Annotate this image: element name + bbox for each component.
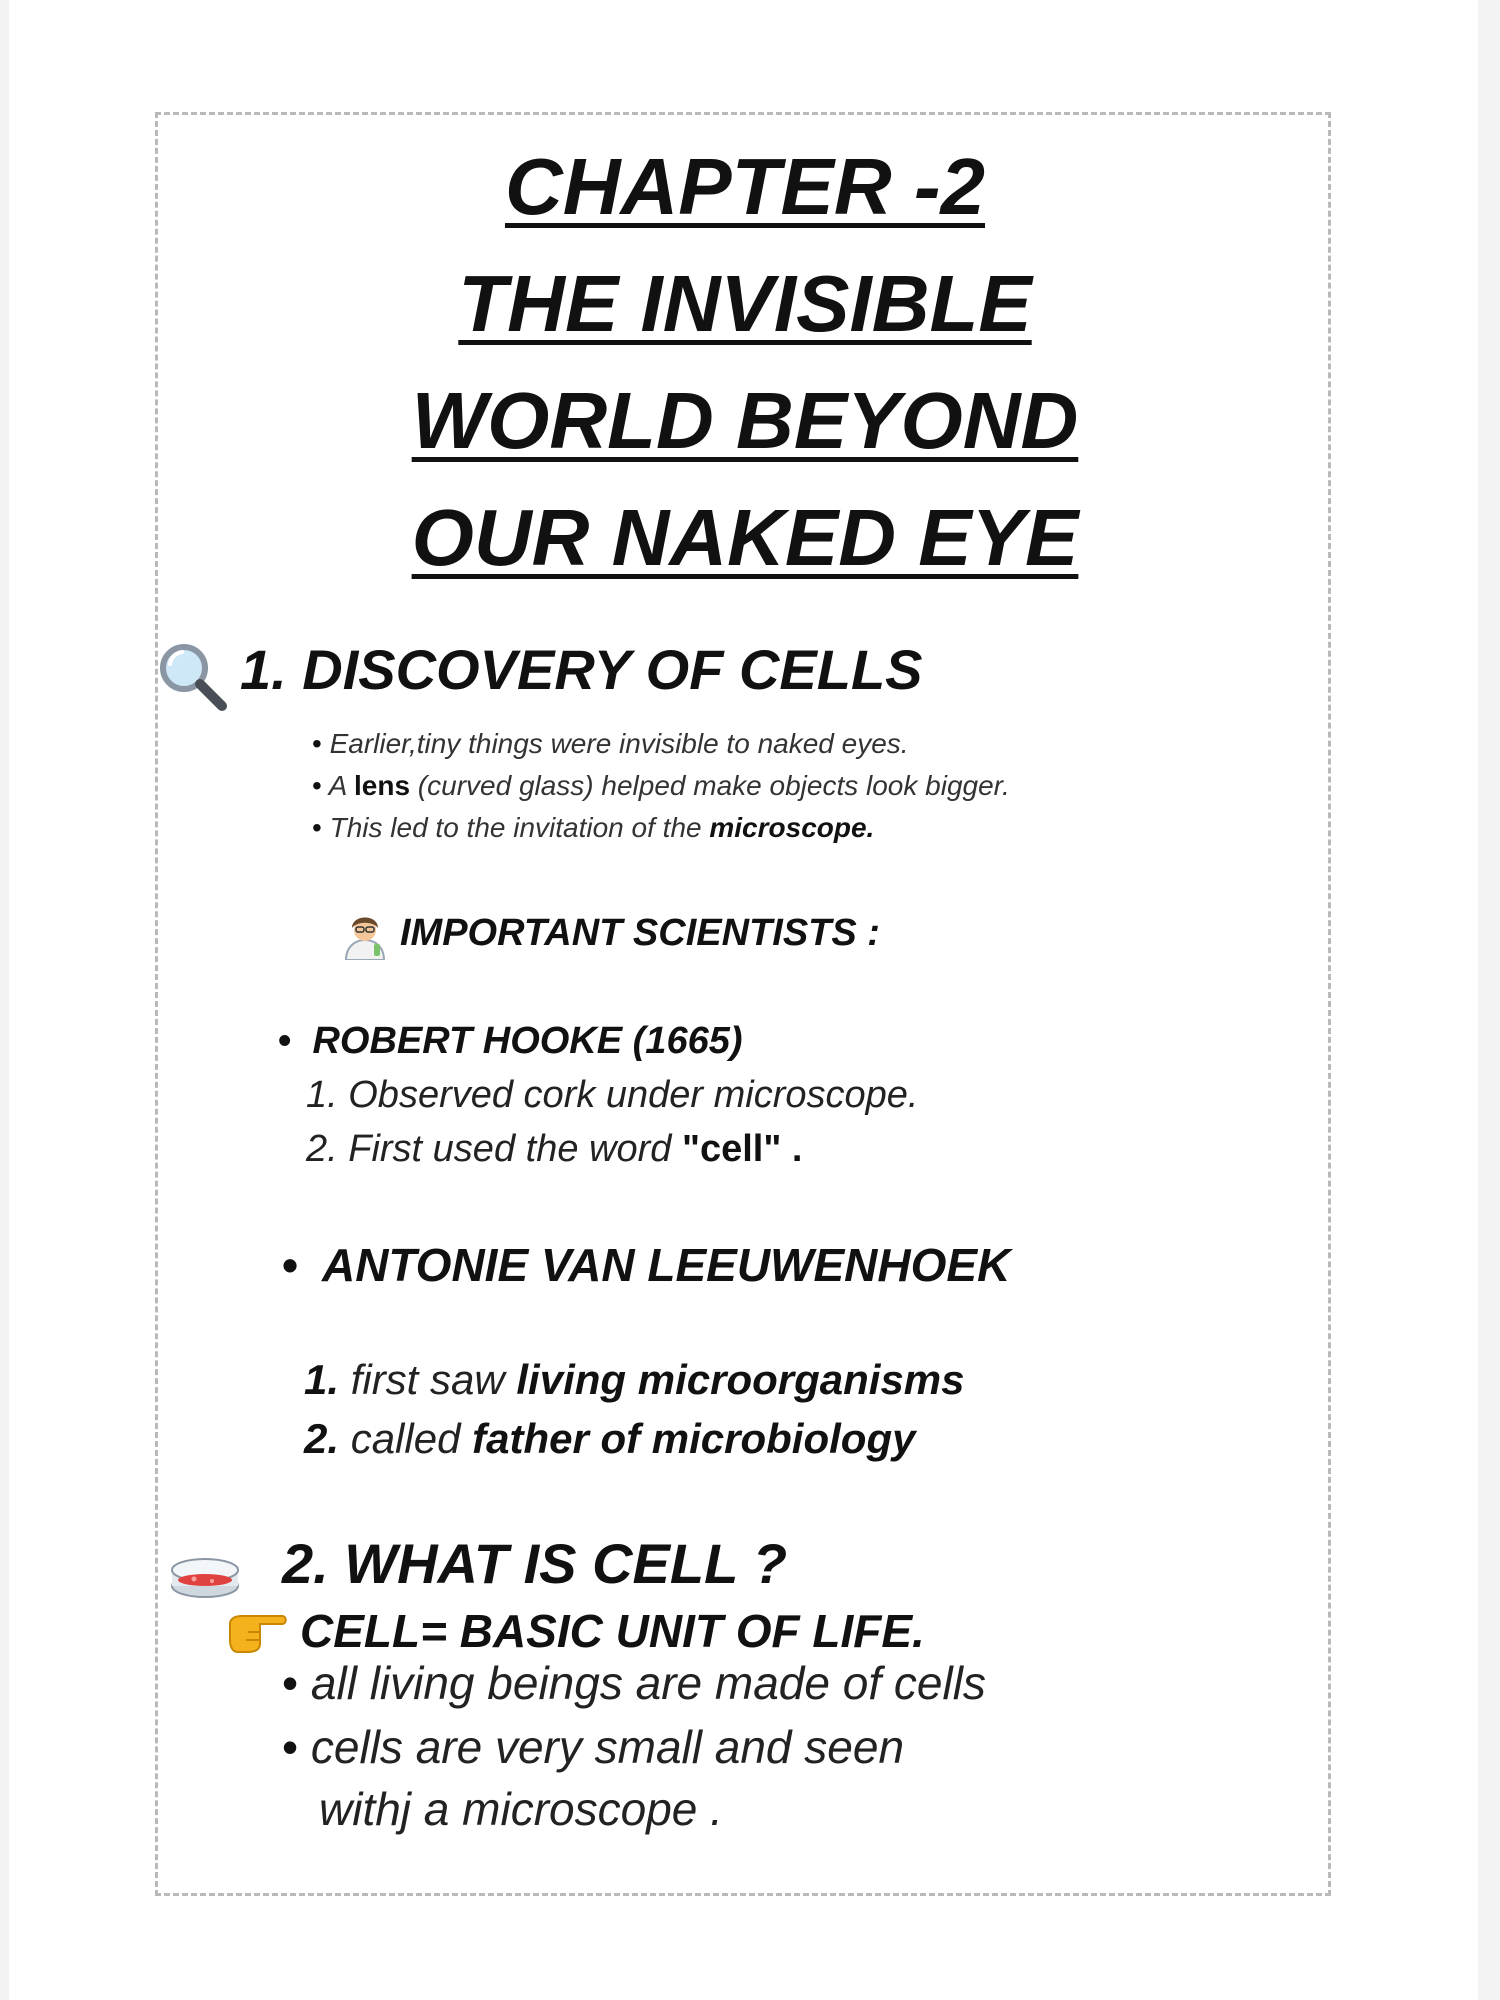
point-text: called — [339, 1415, 473, 1462]
chapter-title-line-3: WORLD BEYOND — [411, 376, 1079, 465]
cell-point-2-text: cells are very small and seen — [310, 1721, 905, 1773]
bullet-dot: • — [282, 1657, 299, 1709]
right-margin-strip — [1478, 0, 1500, 2000]
cell-point-1-text: all living beings are made of cells — [310, 1657, 986, 1709]
list-item — [312, 728, 909, 760]
hooke-point-2-bold: "cell" . — [681, 1128, 803, 1170]
bullet-dot: • — [282, 1239, 299, 1291]
cell-point-2-continuation: withj a microscope . — [319, 1783, 723, 1835]
point-number: 1. — [304, 1356, 340, 1403]
bullet-bold-term: microscope. — [709, 812, 875, 843]
section-2-heading: 2. WHAT IS CELL ? — [282, 1532, 788, 1595]
cell-point-2 — [282, 1720, 904, 1774]
bullet-text: A — [328, 770, 354, 801]
scientist-leeuwenhoek-name — [282, 1238, 1010, 1292]
bullet-dot: • — [312, 812, 322, 843]
bullet-dot: • — [278, 1020, 292, 1062]
scientist-icon — [340, 910, 390, 960]
bullet-dot: • — [312, 770, 322, 801]
chapter-title-line-1: CHAPTER -2 — [504, 142, 986, 231]
hooke-point-2-text: 2. First used the word — [306, 1128, 682, 1170]
point-text: first saw — [339, 1356, 517, 1403]
bullet-text: (curved glass) helped make objects look bigger. — [410, 770, 1010, 801]
bullet-dot: • — [282, 1721, 299, 1773]
left-margin-strip — [0, 0, 9, 2000]
bullet-text: This led to the invitation of the — [329, 812, 710, 843]
list-item — [312, 812, 874, 844]
list-item — [312, 770, 1010, 802]
magnifying-glass-icon — [156, 640, 228, 712]
section-1-heading: 1. DISCOVERY OF CELLS — [240, 638, 923, 701]
scientist-hooke-name — [278, 1020, 743, 1063]
leeuwenhoek-name-text: ANTONIE VAN LEEUWENHOEK — [321, 1239, 1011, 1291]
bullet-text: Earlier,tiny things were invisible to naked eyes. — [329, 728, 909, 759]
point-bold-term: father of microbiology — [472, 1415, 916, 1462]
hooke-name-text: ROBERT HOOKE (1665) — [312, 1020, 743, 1062]
pointing-hand-icon — [226, 1608, 288, 1654]
leeuwenhoek-point-1 — [304, 1356, 965, 1404]
point-bold-term: living microorganisms — [516, 1356, 965, 1403]
bullet-dot: • — [312, 728, 322, 759]
scientists-heading: IMPORTANT SCIENTISTS : — [400, 912, 880, 954]
petri-dish-icon — [170, 1556, 240, 1600]
chapter-title-line-4: OUR NAKED EYE — [411, 493, 1079, 582]
chapter-title — [230, 128, 1260, 596]
hooke-point-2 — [306, 1128, 802, 1171]
leeuwenhoek-point-2 — [304, 1415, 915, 1463]
point-number: 2. — [304, 1415, 340, 1462]
chapter-title-line-2: THE INVISIBLE — [458, 259, 1032, 348]
hooke-point-1: 1. Observed cork under microscope. — [306, 1074, 919, 1116]
bullet-bold-term: lens — [353, 770, 411, 801]
cell-definition: CELL= BASIC UNIT OF LIFE. — [300, 1605, 925, 1657]
cell-point-1 — [282, 1656, 986, 1710]
